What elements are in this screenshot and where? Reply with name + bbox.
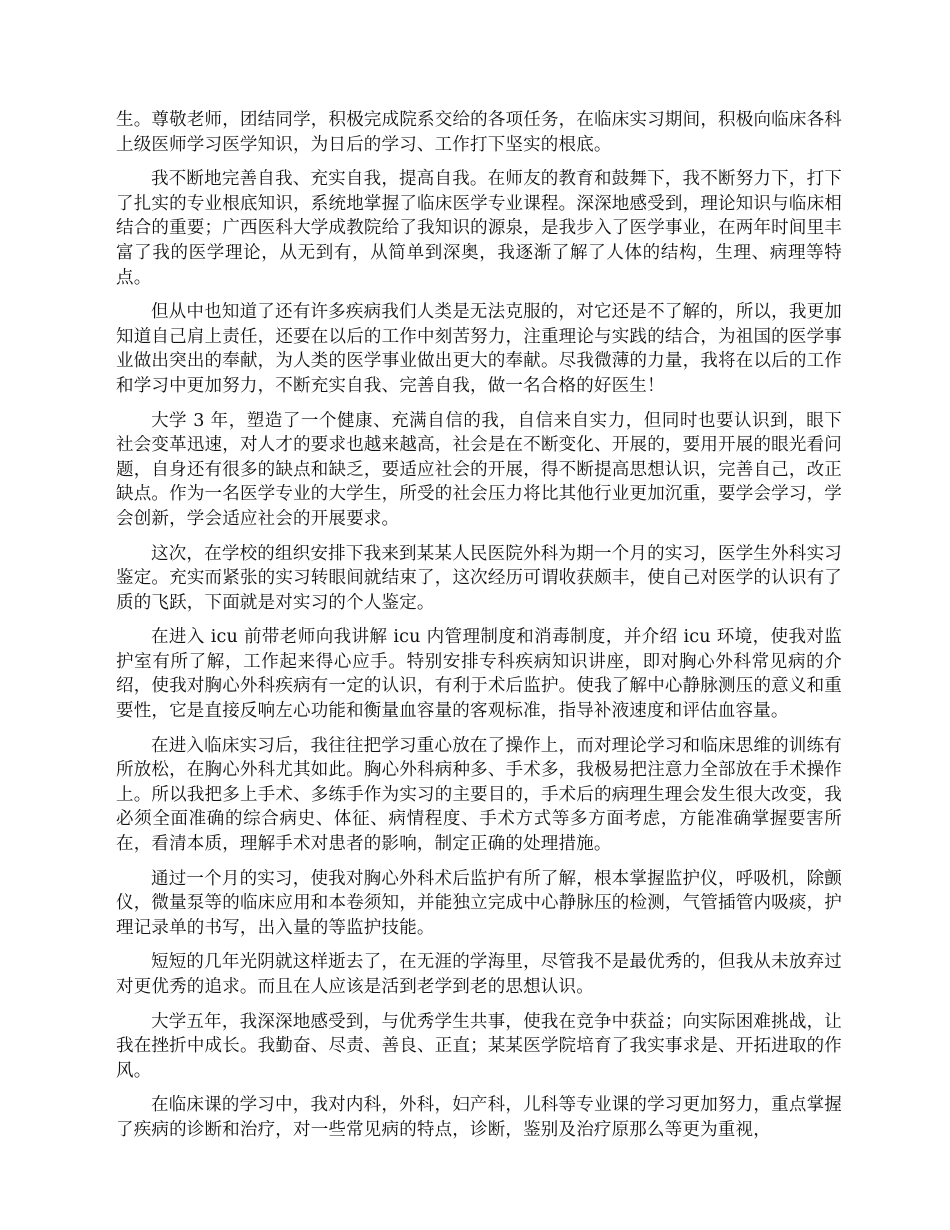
paragraph-7: 在进入临床实习后，我往往把学习重心放在了操作上，而对理论学习和临床思维的训练有所放松，在胸心外科尤其如此。胸心外科病种多、手术多，我极易把注意力全部放在手术操作上。所以我把多上手术、多练手作为实习的主要目的，手术后的病理生理会发生很大改变，我必须全面准确的综合病史、体征、病情程度、手术方式等多方面考虑，方能准确掌握要害所在，看清本质，理解手术对患者的影响，制定正确的处理措施。 [116, 735, 842, 855]
paragraph-1: 生。尊敬老师，团结同学，积极完成院系交给的各项任务，在临床实习期间，积极向临床各科上级医师学习医学知识，为日后的学习、工作打下坚实的根底。 [116, 110, 842, 155]
paragraph-4: 大学 3 年，塑造了一个健康、充满自信的我，自信来自实力，但同时也要认识到，眼下社会变革迅速，对人才的要求也越来越高，社会是在不断变化、开展的，要用开展的眼光看问题，自身还有很多的缺点和缺乏，要适应社会的开展，得不断提高思想认识，完善自己，改正缺点。作为一名医学专业的大学生，所受的社会压力将比其他行业更加沉重，要学会学习，学会创新，学会适应社会的开展要求。 [116, 410, 842, 529]
document-body [116, 108, 842, 1153]
paragraph-3: 但从中也知道了还有许多疾病我们人类是无法克服的，对它还是不了解的，所以，我更加知道自己肩上责任，还要在以后的工作中刻苦努力，注重理论与实践的结合，为祖国的医学事业做出突出的奉献，为人类的医学事业做出更大的奉献。尽我微薄的力量，我将在以后的工作和学习中更加努力，不断充实自我、完善自我，做一名合格的好医生！ [116, 302, 842, 396]
paragraph-9: 短短的几年光阴就这样逝去了，在无涯的学海里，尽管我不是最优秀的，但我从未放弃过对更优秀的追求。而且在人应该是活到老学到老的思想认识。 [116, 952, 842, 997]
paragraph-2: 我不断地完善自我、充实自我，提高自我。在师友的教育和鼓舞下，我不断努力下，打下了扎实的专业根底知识，系统地掌握了临床医学专业课程。深深地感受到，理论知识与临床相结合的重要；广西医科大学成教院给了我知识的源泉，是我步入了医学事业，在两年时间里丰富了我的医学理论，从无到有，从简单到深奥，我逐渐了解了人体的结构，生理、病理等特点。 [116, 169, 842, 288]
paragraph-6: 在进入 icu 前带老师向我讲解 icu 内管理制度和消毒制度，并介绍 icu 环境，使我对监护室有所了解，工作起来得心应手。特别安排专科疾病知识讲座，即对胸心外科常见病的介绍，使我对胸心外科疾病有一定的认识，有利于术后监护。使我了解中心静脉测压的意义和重要性，它是直接反响左心功能和衡量血容量的客观标准，指导补液速度和评估血容量。 [116, 627, 842, 722]
paragraph-10: 大学五年，我深深地感受到，与优秀学生共事，使我在竞争中获益；向实际困难挑战，让我在挫折中成长。我勤奋、尽责、善良、正直；某某医学院培育了我实事求是、开拓进取的作风。 [116, 1011, 842, 1081]
paragraph-8: 通过一个月的实习，使我对胸心外科术后监护有所了解，根本掌握监护仪，呼吸机，除颤仪，微量泵等的临床应用和本卷须知，并能独立完成中心静脉压的检测，气管插管内吸痰，护理记录单的书写，出入量的等监护技能。 [116, 868, 842, 938]
paragraph-11: 在临床课的学习中，我对内科，外科，妇产科，儿科等专业课的学习更加努力，重点掌握了疾病的诊断和治疗，对一些常见病的特点，诊断，鉴别及治疗原那么等更为重视， [116, 1095, 842, 1140]
paragraph-5: 这次，在学校的组织安排下我来到某某人民医院外科为期一个月的实习，医学生外科实习鉴定。充实而紧张的实习转眼间就结束了，这次经历可谓收获颇丰，使自己对医学的认识有了质的飞跃，下面就是对实习的个人鉴定。 [116, 543, 842, 613]
